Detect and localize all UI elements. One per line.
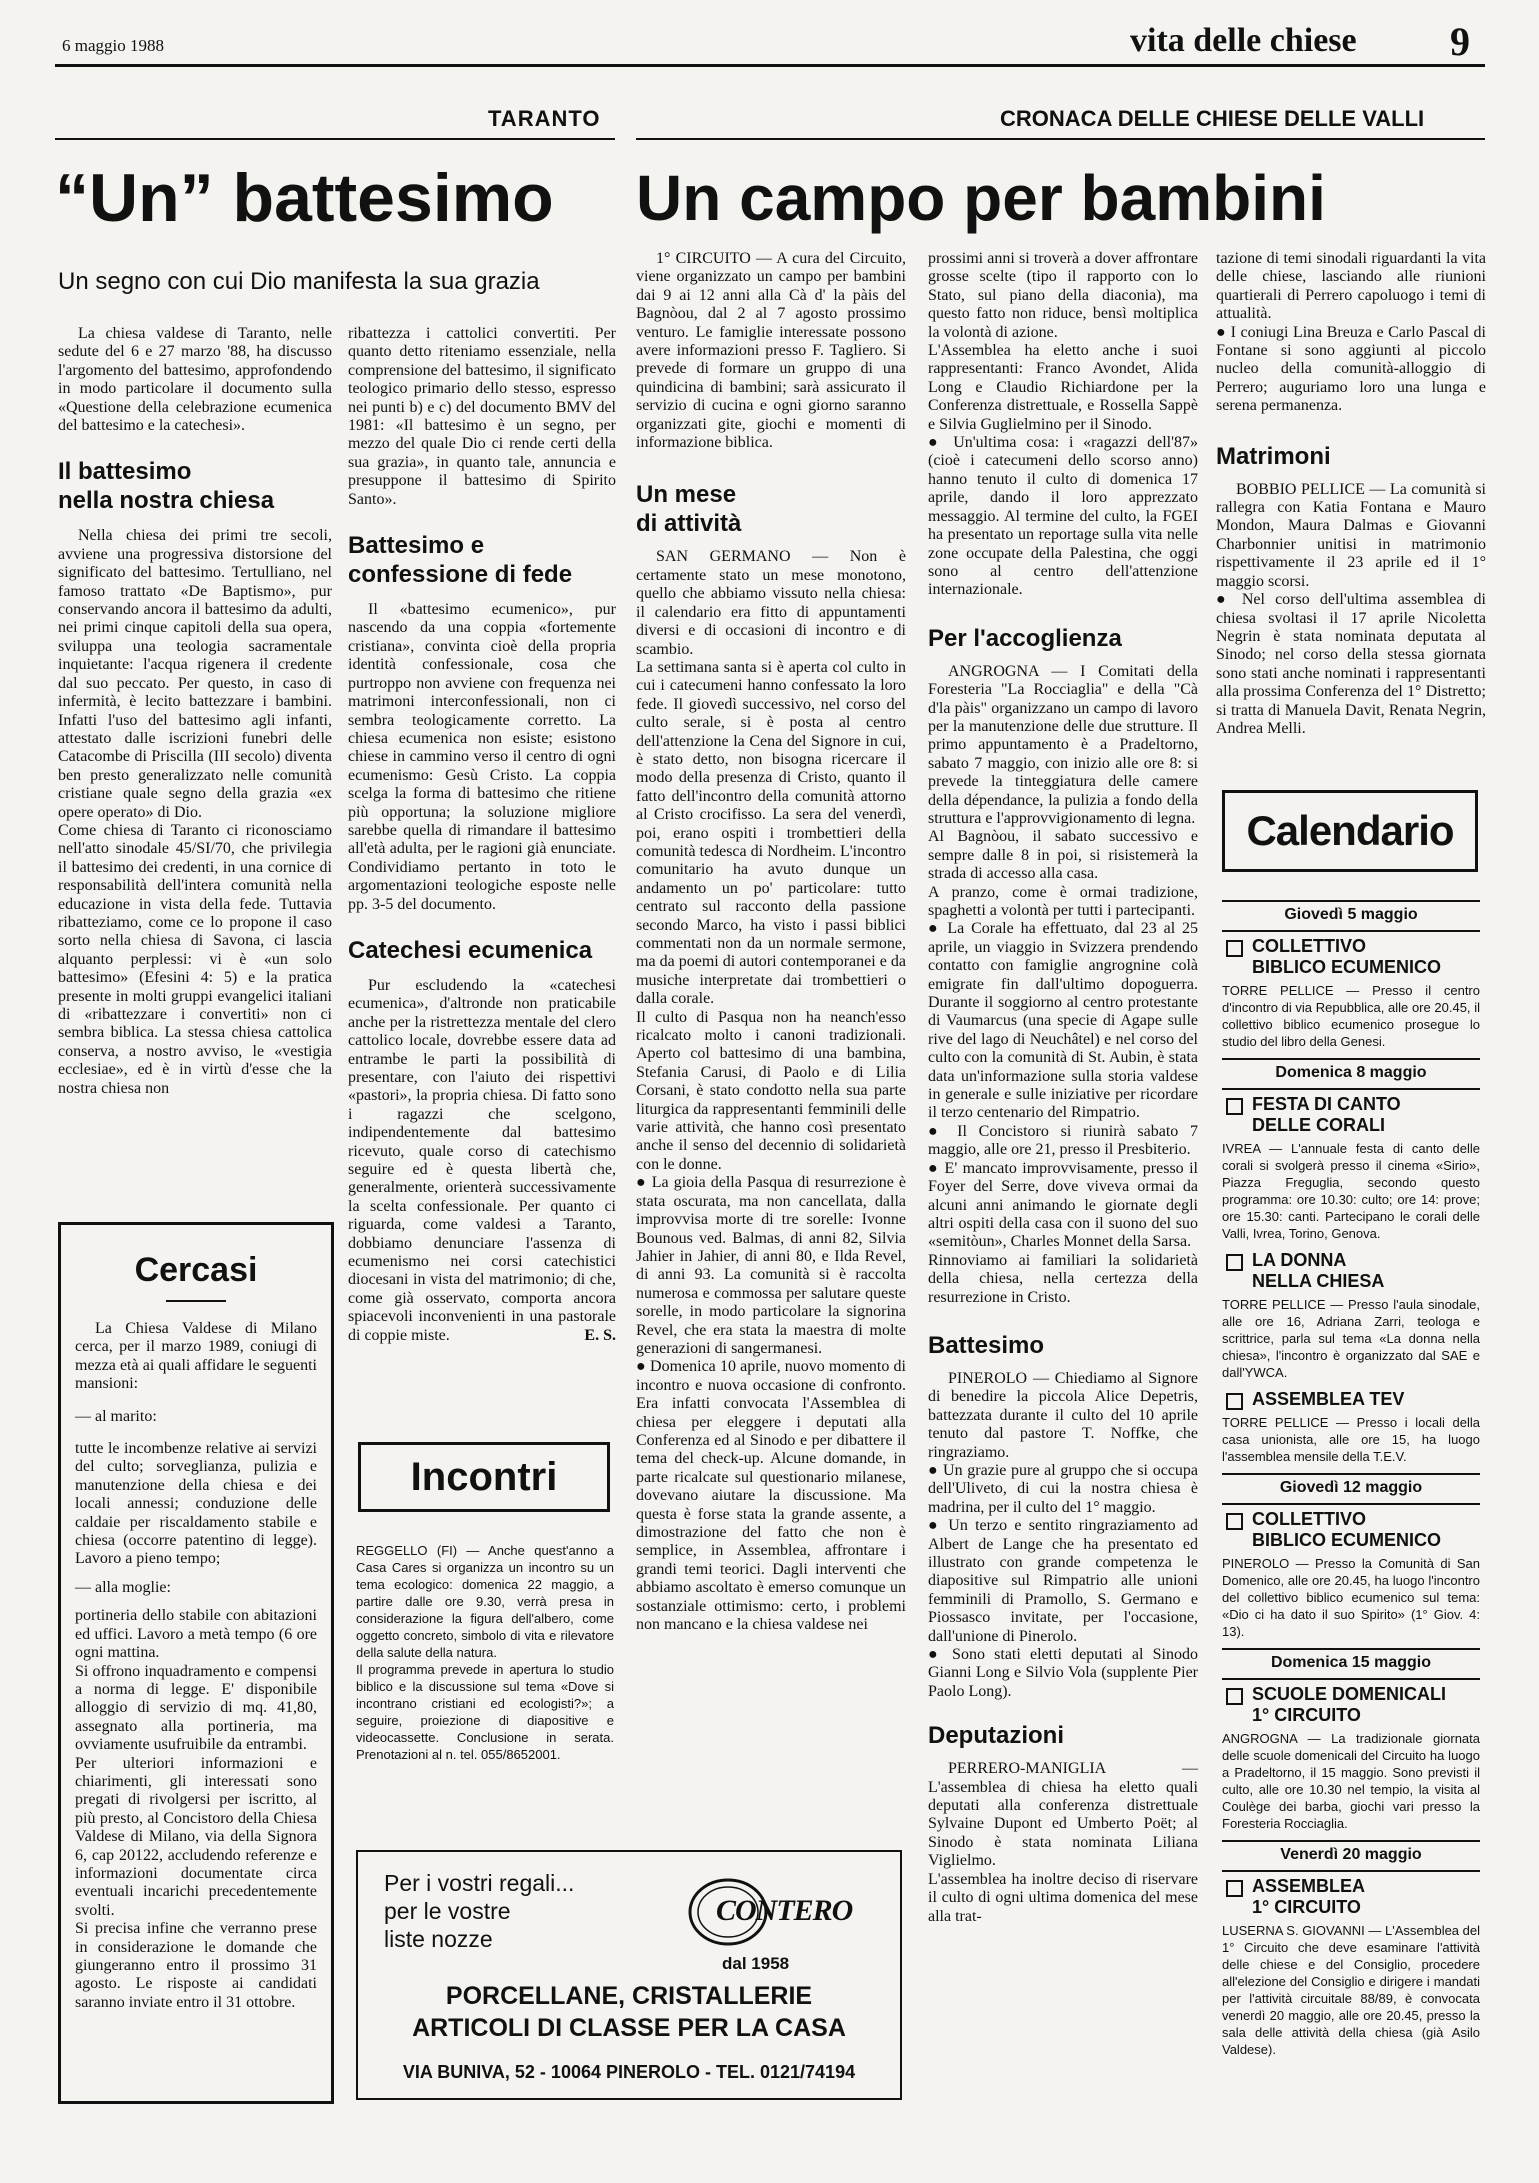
cercasi-wife-text: portineria dello stabile con abitazioni ed uffici. Lavoro a metà tempo (6 ore ogni mattina. Si offrono inquadramento e compensi a norma di legge. E' disponibile alloggio di servizio di mq. 41,80, assegnato alla portineria, ma ovviamente usufruibile da entrambi. Per ulteriori informazioni e chiarimenti, gli interessati sono pregati di rivolgersi per iscritto, al più presto, al Concistoro della Chiesa Valdese di Milano, via della Signora 6, cap 20122, accludendo referenze e informazioni documentate circa eventuali incarichi precedentemente svolti. Si precisa infine che verranno prese in considerazione le domande che giungeranno entro il prossimo 31 agosto. Le risposte ai candidati saranno inviate entro il 31 ottobre. xyxy=(75,1607,317,2011)
calendario-title-box xyxy=(1222,790,1478,872)
checkbox-icon xyxy=(1226,1688,1243,1705)
cronaca-deputazioni-title: Deputazioni xyxy=(928,1722,1064,1750)
taranto-intro: La chiesa valdese di Taranto, nelle sedute del 6 e 27 marzo '88, ha discusso l'argomento del battesimo, approfondendo in modo particolare il documento sulla «Questione della celebrazione ecumenica del battesimo e la catechesi». xyxy=(58,325,332,435)
cronaca-accoglienza-title: Per l'accoglienza xyxy=(928,624,1122,652)
checkbox-icon xyxy=(1226,1513,1243,1530)
calendar-day: Giovedì 5 maggio xyxy=(1284,906,1418,923)
cronaca-col2-top: prossimi anni si troverà a dover affrontare grosse scelte (tipo il rapporto con lo Stato, sul piano della diaconia), ma questo fatto non riduce, bensì moltiplica la volontà di azione. L'Assemblea ha eletto anche i suoi rappresentanti: Franco Avondet, Alida Long e Claudio Richiardone per la Conferenza distrettuale, e Rossella Sappè e Silvia Guglielmino per il Sinodo. ● Un'ultima cosa: i «ragazzi dell'87» (cioè i catecumeni dello scorso anno) hanno tenuto il culto di domenica 17 aprile, dando il loro apprezzato messaggio. Al termine del culto, la FGEI ha presentato un reportage sulla vita nelle zone occupate della Palestina, che oggi sono al centro dell'attenzione internazionale. xyxy=(928,250,1198,599)
cronaca-campo-text: 1° CIRCUITO — A cura del Circuito, viene organizzato un campo per bambini dai 9 ai 12 anni alla Cà d' la pàis del Bagnòou, dal 2 al 7 agosto prossimo venturo. Le famiglie interessate possono avere informazioni presso F. Tagliero. Si prevede di formare un gruppo di una quindicina di bambini; sarà assicurato il servizio di cucina e ogni giorno saranno organizzati gite, giochi e momenti di informazione biblica. xyxy=(636,250,906,452)
calendar-event-title: COLLETTIVO BIBLICO ECUMENICO xyxy=(1222,936,1480,978)
incontri-title: Incontri xyxy=(410,1455,558,1499)
ad-brand: CONTERO xyxy=(716,1894,853,1927)
cronaca-matrimoni-text: BOBBIO PELLICE — La comunità si rallegra con Katia Fontana e Mauro Mondon, Maura Dalmas e Giovanni Charbonnier unitisi in matrimonio rispettivamente il 23 aprile ed il 1° maggio scorsi. ● Nel corso dell'ultima assemblea di chiesa svoltasi il 17 aprile Nicoletta Negrin è stata nominata deputata al Sinodo; nel corso della stessa giornata sono stati anche nominati i rappresentanti alla prossima Conferenza del 1° Distretto; si tratta di Manuela Davit, Renata Negrin, Andrea Melli. xyxy=(1216,480,1486,737)
ad-address: VIA BUNIVA, 52 - 10064 PINEROLO - TEL. 0121/74194 xyxy=(402,2062,856,2082)
cronaca-mese-text: SAN GERMANO — Non è certamente stato un mese monotono, quello che abbiamo vissuto nella chiesa: il calendario era fitto di appuntamenti diversi e di occasioni di incontro e di scambio. La settimana santa si è aperta col culto in cui i catecumeni hanno confessato la loro fede. Il giovedì successivo, nel corso del culto serale, si è posta al centro dell'attenzione la Cena del Signore in cui, è stato detto, non bisogna ricercare il modo della presenza di Cristo, quanto il fatto dell'incontro della comunità attorno al Cristo crocifisso. La sera del venerdì, poi, erano ospiti i trombettieri della comunità tedesca di Nordheim. L'incontro comunitario ha avuto dunque un andamento un po' particolare: tutto centrato sul racconto della passione secondo Marco, ha visto i passi biblici commentati non da un normale sermone, ma da poemi di autori contemporanei e da musiche interpretate dai trombettieri o dalla corale. Il culto di Pasqua non ha neanch'esso ricalcato molto i canoni tradizionali. Aperto col battesimo di una bambina, Stefania Carusi, di Paolo e di Lilia Corsani, è stato condotto nella sua parte liturgica da rappresentanti femminili delle varie attività, che hanno così presentato anche il senso del decennio di solidarietà con le donne. ● La gioia della Pasqua di resurrezione è stata oscurata, ma non cancellata, dalla improvvisa morte di tre sorelle: Ivonne Bounous ved. Balmas, di anni 82, Silvia Jahier in Jahier, di anni 80, e Ilda Revel, di anni 93. La comunità si è raccolta numerosa e commossa per salutare queste sorelle, in modo particolare la signorina Revel, che era stata la maestra di molte generazioni di sangermanesi. ● Domenica 10 aprile, nuovo momento di incontro e nuova occasione di confronto. Era infatti convocata l'Assemblea di chiesa per eleggere i deputati alla Conferenza ed al Sinodo e per dibattere il tema del check-up. Alcune domande, in parte ricalcate sul questionario milanese, dovevano aiutare la discussione. Ma questa è forse stata la grande assente, a dimostrazione del fatto che non è semplice, in Assemblea, affrontare i grandi temi teorici. Dagli interventi che abbiamo ascoltato è emerso comunque un sostanziale ottimismo: certo, i problemi non mancano e la chiesa valdese nei xyxy=(636,548,906,1634)
cronaca-column-2 xyxy=(928,250,1198,1926)
kicker-rule-right xyxy=(636,138,1485,140)
ad-since: dal 1958 xyxy=(722,1954,790,1973)
kicker-taranto: TARANTO xyxy=(488,106,601,131)
taranto-column-1 xyxy=(58,325,332,1098)
cronaca-column-3 xyxy=(1216,250,1486,738)
calendar-event-text: PINEROLO — Presso la Comunità di San Domenico, alle ore 20.45, ha luogo l'incontro del collettivo biblico ecumenico sul tema: «Dio ci ha dato il suo Spirito» (1° Giov. 4: 13). xyxy=(1222,1556,1480,1639)
page-number: 9 xyxy=(1450,19,1470,64)
calendar-day: Domenica 15 maggio xyxy=(1270,1654,1432,1671)
ad-line-3: liste nozze xyxy=(384,1926,493,1952)
calendar-event-text: TORRE PELLICE — Presso i locali della casa unionista, alle ore 15, ha luogo l'assemblea mensile della T.E.V. xyxy=(1222,1415,1480,1464)
calendario-list xyxy=(1222,900,1480,2066)
cercasi-intro: La Chiesa Valdese di Milano cerca, per il marzo 1989, coniugi di mezza età ai quali affidare le seguenti mansioni: xyxy=(75,1320,317,1393)
ad-product-2: ARTICOLI DI CLASSE PER LA CASA xyxy=(412,2014,846,2042)
calendar-event-text: TORRE PELLICE — Presso l'aula sinodale, alle ore 16, Adriana Zarri, teologa e scrittrice, parla sul tema «La donna nella chiesa», l'incontro è organizzato dal SAE e dall'YWCA. xyxy=(1222,1297,1480,1380)
taranto-column-2 xyxy=(348,325,616,1345)
taranto-signature: E. S. xyxy=(584,1327,616,1345)
subhead-taranto: Un segno con cui Dio manifesta la sua grazia xyxy=(58,268,540,295)
taranto-col2-text: ribattezza i cattolici convertiti. Per quanto detto riteniamo essenziale, nella comprensione del battesimo, il significato teologico primario dello stesso, espresso nei punti b) e c) del documento BMV del 1981: «Il battesimo è un segno, per mezzo del quale Dio ci rende certi della sua grazia», in quanto tale, annuncia e presuppone il battesimo di Spirito Santo». xyxy=(348,325,616,508)
calendar-event-text: TORRE PELLICE — Presso il centro d'incontro di via Repubblica, alle ore 20.45, il collettivo biblico ecumenico prosegue lo studio del libro della Genesi. xyxy=(1222,983,1480,1049)
calendar-day: Giovedì 12 maggio xyxy=(1279,1479,1423,1496)
incontri-text: REGGELLO (FI) — Anche quest'anno a Casa Cares si organizza un incontro su un tema ecologico: domenica 22 maggio, a partire dalle ore 9.30, verrà presa in considerazione la figura dell'albero, come oggetto concreto, simbolo di vita e rilevatore della salute della natura. Il programma prevede in apertura lo studio biblico e la discussione sul tema «Dove si incontrano cristiani ed ecologisti?»; a seguire, proiezione di diapositive e videocassette. Conclusione in serata. Prenotazioni al n. tel. 055/8652001. xyxy=(356,1543,614,1762)
taranto-section2-title: Battesimo e confessione di fede xyxy=(348,532,573,589)
calendar-event-title: ASSEMBLEA TEV xyxy=(1222,1389,1480,1410)
cronaca-column-1 xyxy=(636,250,906,1634)
calendar-event-title: COLLETTIVO BIBLICO ECUMENICO xyxy=(1222,1509,1480,1551)
cercasi-box xyxy=(58,1222,334,2104)
ad-line-1: Per i vostri regali... xyxy=(384,1870,575,1896)
ad-product-1: PORCELLANE, CRISTALLERIE xyxy=(445,1982,813,2010)
cronaca-matrimoni-title: Matrimoni xyxy=(1216,442,1331,470)
contero-logo xyxy=(676,1872,876,1952)
taranto-section1-title: Il battesimo nella nostra chiesa xyxy=(58,458,275,515)
kicker-rule-left xyxy=(55,138,615,140)
cercasi-title: Cercasi xyxy=(134,1251,258,1289)
cronaca-col3-top: tazione di temi sinodali riguardanti la vita delle chiese, lasciando alle riunioni quartierali di Perrero capoluogo i temi di attualità. ● I coniugi Lina Breuza e Carlo Pascal di Fontane si sono aggiunti al piccolo nucleo della comunità-alloggio di Perrero; auguriamo loro una lunga e serena permanenza. xyxy=(1216,250,1486,415)
checkbox-icon xyxy=(1226,1880,1243,1897)
section-name: vita delle chiese xyxy=(1130,22,1357,59)
calendar-event-title: ASSEMBLEA 1° CIRCUITO xyxy=(1222,1876,1480,1918)
cronaca-accoglienza-text: ANGROGNA — I Comitati della Foresteria "La Rocciaglia" e della "Cà d'la pàis" organizzano un campo di lavoro per la manutenzione delle due strutture. Il primo appuntamento è a Pradeltorno, sabato 7 maggio, con inizio alle ore 8: si prevede la tinteggiatura delle camere della dépendance, la pulizia a fondo della struttura e l'approvvigionamento di legna. Al Bagnòou, il sabato successivo e sempre dalle 8 in poi, si risistemerà la strada di accesso alla casa. A pranzo, come è ormai tradizione, spaghetti a volontà per tutti i partecipanti. ● La Corale ha effettuato, dal 23 al 25 aprile, un viaggio in Svizzera prendendo contatto con famiglie angrognine colà emigrate fin dall'ultimo dopoguerra. Durante il soggiorno al centro protestante di Vaumarcus (una specie di Agape sulle rive del lago di Neuchâtel) e nel corso del culto con la comunità di St. Aubin, è stata data un'informazione sulla storia valdese in generale e sulle iniziative per ricordare il terzo centenario del Rimpatrio. ● Il Concistoro si riunirà sabato 7 maggio, alle ore 21, presso il Presbiterio. ● E' mancato improvvisamente, presso il Foyer del Serre, dove viveva ormai da alcuni anni animando le giornate degli altri ospiti della casa con il suono del suo «semitòun», Charles Monnet della Sarsa. Rinnoviamo ai familiari la solidarietà della chiesa, nella certezza della resurrezione in Cristo. xyxy=(928,662,1198,1306)
checkbox-icon xyxy=(1226,1254,1243,1271)
cronaca-mese-title: Un mese di attività xyxy=(636,481,742,538)
taranto-section1-text: Nella chiesa dei primi tre secoli, avviene una progressiva distorsione del significato del battesimo. Tertulliano, nel famoso trattato «De Baptismo», pur conservando ancora il battesimo da adulti, nei primi cinque capitoli della sua opera, sviluppa una teologia sacramentale inquietante: l'acqua rigenera il credente dal suo peccato. Per questo, in caso di infermità, è lecito battezzare i bambini. Infatti l'uso del battesimo agli infanti, attestato dalle iscrizioni funebri delle Catacombe di Priscilla (III secolo) diventa ben presto generalizzato nelle comunità cristiane quale segno della grazia «ex opere operato» di Dio. Come chiesa di Taranto ci riconosciamo nell'atto sinodale 45/SI/70, che privilegia il battesimo dei credenti, in una cornice di responsabilità dell'intera comunità nella educazione in vista della fede. Tuttavia ribatteziamo, come ce lo propone il caso sorto nella chiesa di Savona, ci lascia alquanto perplessi: vi è «un solo battesimo» (Efesini 4: 5) e la pratica presente in molti gruppi evangelici italiani di «ribattezzare i convertiti» non ci sembra biblica. La stessa chiesa cattolica conserva, a nostro avviso, le «vestigia ecclesiae», ed è in virtù d'esse che la nostra chiesa non xyxy=(58,527,332,1097)
calendario-title: Calendario xyxy=(1246,807,1454,854)
calendar-event-text: IVREA — L'annuale festa di canto delle corali si svolgerà presso il cinema «Sirio», Piazza Freguglia, secondo questo programma: ore 10.30: culto; ore 14: prove; ore 15.30: canti. Partecipano le corali delle Valli, Ivrea, Torino, Genova. xyxy=(1222,1141,1480,1241)
kicker-cronaca: CRONACA DELLE CHIESE DELLE VALLI xyxy=(1000,106,1425,131)
calendar-event-text: LUSERNA S. GIOVANNI — L'Assemblea del 1° Circuito che deve esaminare l'attività delle chiese e del Consiglio, procedere all'elezione del Consiglio e dirigere i mandati per l'attività circuitale 88/89, è convocata venerdì 20 maggio, alle ore 20.45, presso la sala delle attività della chiesa (già Asilo Valdese). xyxy=(1222,1923,1481,2057)
calendar-event-title: FESTA DI CANTO DELLE CORALI xyxy=(1222,1094,1480,1136)
cronaca-battesimo-text: PINEROLO — Chiediamo al Signore di benedire la piccola Alice Depetris, battezzata durante il culto del 10 aprile tenuto dal pastore T. Noffke, che ringraziamo. ● Un grazie pure al gruppo che si occupa dell'Uliveto, di cui la nostra chiesa è madrina, per il culto del 1° maggio. ● Un terzo e sentito ringraziamento ad Albert de Lange che ha presentato ed illustrato con grande competenza le diapositive sul Rimpatrio alle unioni femminili di Pramollo, S. Germano e Piossasco invitate, per l'occasione, dall'unione di Pinerolo. ● Sono stati eletti deputati al Sinodo Gianni Long e Silvio Vola (supplente Pier Paolo Long). xyxy=(928,1369,1198,1700)
cronaca-battesimo-title: Battesimo xyxy=(928,1331,1045,1359)
calendar-day: Domenica 8 maggio xyxy=(1275,1064,1427,1081)
calendar-event-title: LA DONNA NELLA CHIESA xyxy=(1222,1250,1480,1292)
calendar-day: Venerdì 20 maggio xyxy=(1280,1846,1422,1863)
calendar-event-text: ANGROGNA — La tradizionale giornata delle scuole domenicali del Circuito ha luogo a Pradeltorno, il 15 maggio. Sono previsti il culto, alle ore 10.30 nel tempio, la visita al Coulège dei barba, giochi vari presso la Foresteria Rocciaglia. xyxy=(1222,1731,1480,1831)
checkbox-icon xyxy=(1226,1393,1243,1410)
cronaca-deputazioni-text: PERRERO-MANIGLIA — L'assemblea di chiesa ha eletto quali deputati alla conferenza distrettuale Sylvaine Dupont ed Umberto Poët; al Sinodo è stata nominata Liliana Viglielmo. L'assemblea ha inoltre deciso di riservare il culto di ogni ultima domenica del mese alla trat- xyxy=(928,1760,1198,1925)
ad-line-2: per le vostre xyxy=(384,1898,511,1924)
header-rule xyxy=(55,64,1485,67)
checkbox-icon xyxy=(1226,940,1243,957)
cercasi-wife-label: — alla moglie: xyxy=(75,1578,171,1596)
header-date: 6 maggio 1988 xyxy=(62,36,164,55)
taranto-section3-title: Catechesi ecumenica xyxy=(348,936,593,964)
cercasi-husband-text: tutte le incombenze relative ai servizi del culto; sorveglianza, pulizia e manutenzione della chiesa e dei locali annessi; conduzione delle caldaie per riscaldamento stabile e chiesa (occorre patentino di legge). Lavoro a pieno tempo; xyxy=(75,1440,317,1568)
calendar-event-title: SCUOLE DOMENICALI 1° CIRCUITO xyxy=(1222,1684,1480,1726)
cercasi-husband-label: — al marito: xyxy=(75,1407,157,1425)
headline-cronaca: Un campo per bambini xyxy=(636,162,1326,234)
taranto-section3-text: Pur escludendo la «catechesi ecumenica», d'altronde non praticabile anche per la ristrettezza mentale del clero cattolico locale, dovrebbe essere data ad entrambe le parti la possibilità di presentare, con l'aiuto dei rispettivi «pastori», la propria chiesa. Di fatto sono i ragazzi che scelgono, indipendentemente dal battesimo ricevuto, quale corso di catechismo seguire ed è questa libertà che, generalmente, orienterà successivamente la scelta confessionale. Per quanto ci riguarda, come valdesi a Taranto, dobbiamo denunciare l'assenza di ecumenismo nei corsi catechistici diocesani in vista del matrimonio; di che, come già osservato, comporta ancora spiacevoli inconvenienti in una pastorale di coppie miste. xyxy=(348,976,616,1344)
taranto-section2-text: Il «battesimo ecumenico», pur nascendo da una coppia «fortemente cristiana», convinta cioè della propria identità confessionale, cosa che purtroppo non avviene con frequenza nei matrimoni interconfessionali, non ci sembra teologicamente corretto. La chiesa ecumenica non esiste; esistono chiese in cammino verso il centro di ogni ecumenismo: Gesù Cristo. La coppia scelga la forma di battesimo che ritiene più opportuna; la soluzione migliore sarebbe quella di rimandare il battesimo all'età adulta, per le ragioni già enunciate. Condividiamo pertanto in toto le argomentazioni teologiche esposte nelle pp. 3-5 del documento. xyxy=(348,601,616,913)
checkbox-icon xyxy=(1226,1098,1243,1115)
incontri-title-box xyxy=(358,1442,610,1512)
headline-taranto: “Un” battesimo xyxy=(55,160,554,236)
ad-box xyxy=(356,1850,902,2100)
